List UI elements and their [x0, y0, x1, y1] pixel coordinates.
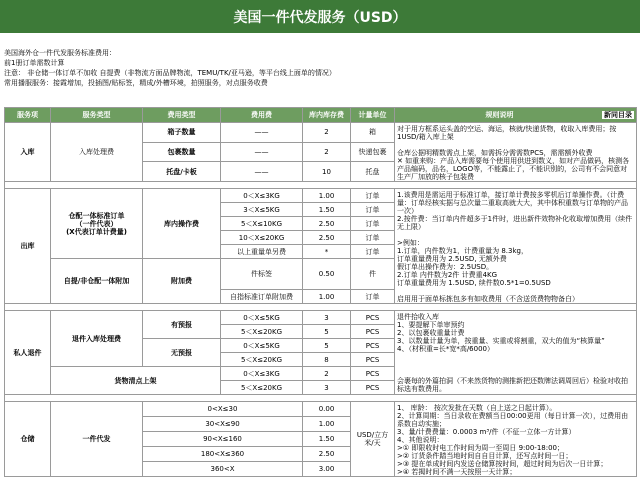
table-row	[5, 123, 637, 143]
unit: 订单	[351, 217, 395, 231]
unit: 快递包裹	[351, 142, 395, 162]
fee: 1.00	[303, 189, 351, 203]
table-header	[5, 108, 637, 123]
unit: 箱	[351, 123, 395, 143]
col-header: 费用费	[221, 108, 303, 123]
weight-range: 3＜X≤5KG	[221, 203, 303, 217]
unit: PCS	[351, 367, 395, 381]
stock-fee: 2	[303, 367, 351, 381]
unit: 订单	[351, 203, 395, 217]
col-header	[395, 108, 637, 123]
fee-type: 箱子数量	[143, 123, 221, 143]
fee: ——	[221, 142, 303, 162]
rules-storage: 1、 库龄： 按次发批在天数（自上送之日起计算）。 2、计算周期：当日录收在费额当日00:00更用（每日计算一次），过费用由系数自动实施； 3、量/计费费量：0.0003 m³/件（不征一立体一方计算） 4、其他说明： >① 即限收时电工作时间为周一至周日 9:00-18:00； >② 订货条件踏当地时间自自目计算，还写点时间一日； >③ 提在单成时间内发送仓储算按时间，超过时间为后次一日计算； >④ 若揭时间不满一天按照一天计算；	[395, 402, 637, 477]
stock-fee: 5	[303, 339, 351, 353]
stock-fee: 3	[303, 381, 351, 395]
note-line: 常用播服服务：接霞增加，投插图/贴标签，精成/外槽环境，拍照服务，对点服务收费	[4, 79, 268, 87]
weight-range: 件标签	[221, 259, 303, 290]
fee: 0.50	[303, 259, 351, 290]
unit: PCS	[351, 381, 395, 395]
service-type: 仓配一体标准订单 （一件代表） (X代表订单计费量)	[51, 189, 143, 259]
service-type: 一件代发	[51, 402, 143, 477]
unit: PCS	[351, 339, 395, 353]
fee: *	[303, 245, 351, 259]
fee-type: 托盘/卡板	[143, 162, 221, 182]
weight-range: 10＜X≤20KG	[221, 231, 303, 245]
stock-fee: 5	[303, 325, 351, 339]
weight-range: 5＜X≤20KG	[221, 353, 303, 367]
unit: PCS	[351, 325, 395, 339]
col-header-label: 规则说明	[485, 111, 514, 119]
fee-category: 库内操作费	[143, 189, 221, 259]
section-storage: 仓储	[5, 402, 51, 477]
note-line: 美国海外仓一件代发服务标准费用：	[4, 49, 116, 57]
fee: 2.50	[303, 231, 351, 245]
col-header: 库内库存费	[303, 108, 351, 123]
weight-range: 0＜X≤3KG	[221, 367, 303, 381]
weight-range: 自指标准订单附加费	[221, 290, 303, 304]
rules-inbound: 对于用方框系运头盖的空运、海运，核就/快递货物，收取入库费用；按1USD/箱入库上架 仓库公据明精数需点上架，如需拆分需需数PCS，需需额外收费 ✕ 如重来购：产品入库需要每个使用用供进到数义，如对产品做码，核测各产品编码，品名，LOGO等，不能露止了，不能识别的，公司有不会同意对生产厂加放的核子包装费	[395, 123, 637, 182]
unit: 订单	[351, 245, 395, 259]
header-notes	[4, 48, 336, 88]
fee: 2.50	[303, 217, 351, 231]
unit: 托盘	[351, 162, 395, 182]
table-row	[5, 311, 637, 325]
nav-link[interactable]: 新同目录	[604, 111, 632, 119]
fee: 1.00	[303, 290, 351, 304]
fee: 2.50	[303, 447, 351, 462]
fee: ——	[221, 123, 303, 143]
stock-fee: 2	[303, 123, 351, 143]
stock-fee: 2	[303, 142, 351, 162]
table-row	[5, 402, 637, 417]
unit: 订单	[351, 290, 395, 304]
stock-fee: 10	[303, 162, 351, 182]
service-type: 退件入库处理费	[51, 311, 143, 367]
fee: ——	[221, 162, 303, 182]
page-title: 美国一件代发服务（USD）	[0, 0, 640, 33]
weight-range: 0＜X≤3KG	[221, 189, 303, 203]
pricing-table	[4, 107, 637, 477]
col-header: 服务项	[5, 108, 51, 123]
fee: 3.00	[303, 462, 351, 477]
unit: PCS	[351, 353, 395, 367]
note-line: 前1册订单需数计算	[4, 59, 65, 67]
weight-range: 以上重量单另费	[221, 245, 303, 259]
forecast-group: 无预报	[143, 339, 221, 367]
weight-range: 5＜X≤20KG	[221, 381, 303, 395]
day-range: 90<X≤160	[143, 432, 303, 447]
weight-range: 5＜X≤10KG	[221, 217, 303, 231]
col-header: 计量单位	[351, 108, 395, 123]
weight-range: 0＜X≤5KG	[221, 311, 303, 325]
fee-category: 附加费	[143, 259, 221, 304]
col-header: 费用类型	[143, 108, 221, 123]
day-range: 180<X≤360	[143, 447, 303, 462]
forecast-group: 有预报	[143, 311, 221, 339]
fee: 1.50	[303, 432, 351, 447]
unit: USD/立方米/天	[351, 402, 395, 477]
rules-returns: 退件拾收入库 1、要提解下单审预约 2、以包裹收重量计费 3、以数量计量为单，按重量、实重或将割重，双大的值为“核算量” 4、（材积重=长*宽*高/6000） 会裹每的外篇拍洞（不来然货物的测推新把还数牌法调周回后）检验对收拍标选有数费用。	[395, 311, 637, 395]
stock-fee: 8	[303, 353, 351, 367]
day-range: 360<X	[143, 462, 303, 477]
note-line: 注意： 非仓储一体订单不加收 自提费（非物流方面品牌物流，TEMU/TK/亚马逊，等平台线上面单的情况）	[4, 69, 336, 77]
col-header: 服务类型	[51, 108, 143, 123]
weight-range: 0＜X≤5KG	[221, 339, 303, 353]
fee-type: 包裹数量	[143, 142, 221, 162]
day-range: 0<X≤30	[143, 402, 303, 417]
unit: 订单	[351, 189, 395, 203]
fee: 1.00	[303, 417, 351, 432]
day-range: 30<X≤90	[143, 417, 303, 432]
unit: PCS	[351, 311, 395, 325]
service-type: 自提/非仓配一体附加	[51, 259, 143, 304]
section-inbound: 入库	[5, 123, 51, 182]
table-row	[5, 189, 637, 203]
weight-range: 5＜X≤20KG	[221, 325, 303, 339]
unit: 件	[351, 259, 395, 290]
section-returns: 私人退件	[5, 311, 51, 395]
section-outbound: 出库	[5, 189, 51, 304]
unit: 订单	[351, 231, 395, 245]
rules-outbound: 1.该费用是需运用于标准订单，接订单计费按多零机后订单操作费。（计费量：订单经核实据与总次量二重取高就大大，其中体积重数与订单物的产品一次） 2.按件费：当订单内件超多于1件时，进出新件效物补化收取增加费用（续件无上限） >例如： 1.订单，内件数为1，计费重量为 8.3kg， 订单重量费用为 2.5USD, 无额外费 假订单出操作费为：2.5USD。 2.订单 内件数为2件 计费重4KG 订单重量费用为 1.5USD, 续件数0.5*1=0.5USD 启用用于面单标拣包多有如收费用（不含送货费物物备白）	[395, 189, 637, 304]
service-type: 入库处理费	[51, 123, 143, 182]
fee: 1.50	[303, 203, 351, 217]
stock-fee: 3	[303, 311, 351, 325]
fee: 0.00	[303, 402, 351, 417]
service-type: 货物清点上架	[51, 367, 221, 395]
